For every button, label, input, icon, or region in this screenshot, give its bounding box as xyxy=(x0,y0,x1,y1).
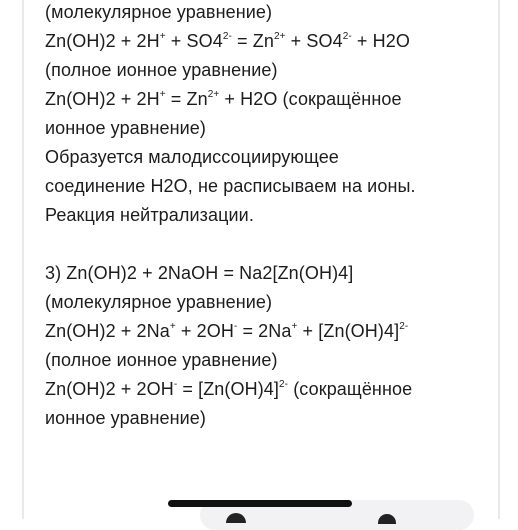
text-line: (молекулярное уравнение) xyxy=(45,292,273,312)
blank-line xyxy=(45,230,495,259)
text-line: (полное ионное уравнение) xyxy=(45,350,278,370)
text-line: (полное ионное уравнение) xyxy=(45,60,278,80)
text-line: (молекулярное уравнение) xyxy=(45,2,273,22)
left-border xyxy=(0,0,24,519)
text-line: Образуется малодиссоциирующее xyxy=(45,147,339,167)
equation-line: $Zn(OH)2 + 2H^+ = Zn^{2+} + H2O$ (сокращённое xyxy=(45,89,402,109)
equation-line: $Zn(OH)2 + 2H^+ + SO4^{2-} = Zn^{2+} + SO4^{2-} + H2O$ xyxy=(45,31,410,51)
equation-line: $Zn(OH)2 + 2OH^- = [Zn(OH)4]^{2-}$ (сокращённое xyxy=(45,379,413,399)
equation-line: $Zn(OH)2 + 2Na^+ + 2OH^- = 2Na^+ + [Zn(OH)4]^{2-}$ xyxy=(45,321,409,341)
home-indicator[interactable] xyxy=(168,500,352,507)
text-line: соединение H2O, не расписываем на ионы. xyxy=(45,176,416,196)
text-line: Реакция нейтрализации. xyxy=(45,205,254,225)
text-line: 3) Zn(OH)2 + 2NaOH = Na2[Zn(OH)4] xyxy=(45,263,354,283)
text-line: ионное уравнение) xyxy=(45,408,207,428)
text-line: ионное уравнение) xyxy=(45,118,207,138)
answer-text xyxy=(45,0,495,433)
right-border xyxy=(498,0,518,519)
